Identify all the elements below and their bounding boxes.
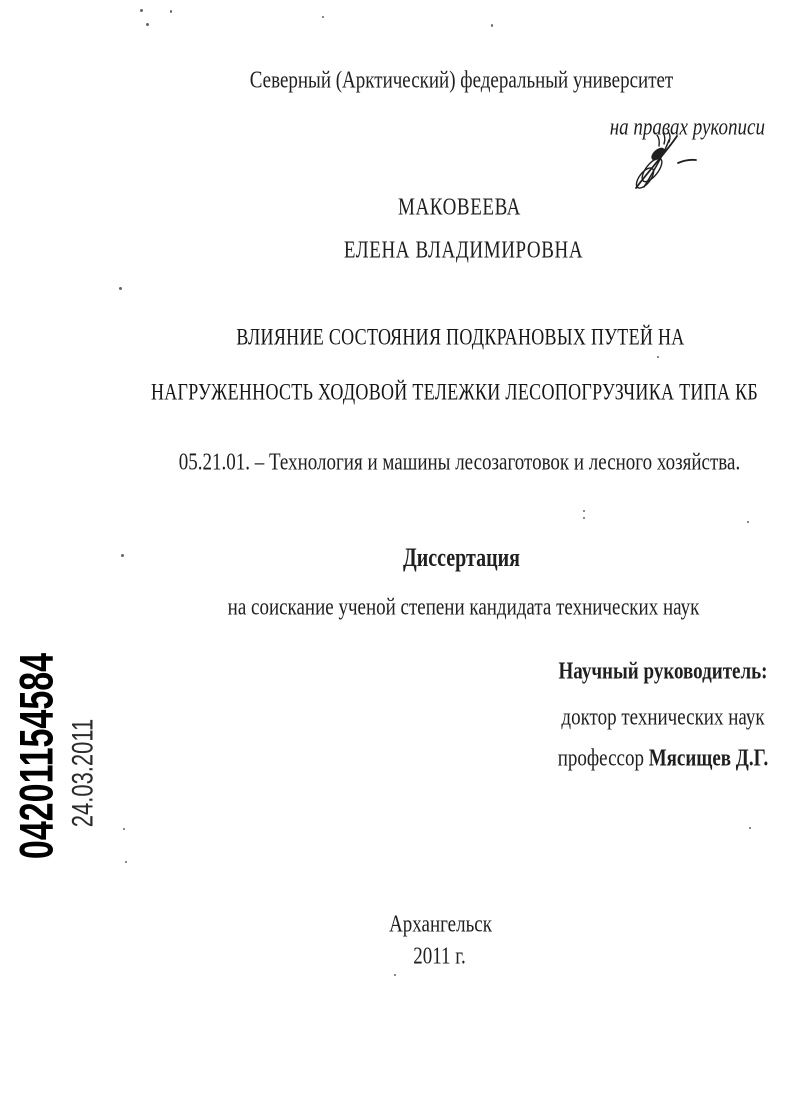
scan-speck: [119, 287, 122, 290]
dissertation-title-line2: НАГРУЖЕННОСТЬ ХОДОВОЙ ТЕЛЕЖКИ ЛЕСОПОГРУЗЧИКА ТИПА КБ: [150, 378, 759, 405]
scan-speck: [125, 861, 127, 863]
manuscript-rights-note: на правах рукописи: [609, 113, 765, 141]
scan-speck: [747, 521, 749, 523]
city: Архангельск: [389, 910, 492, 938]
scan-speck: [170, 10, 172, 13]
supervisor-heading: Научный руководитель:: [558, 657, 768, 685]
scan-speck: [491, 24, 493, 27]
scan-speck: [146, 23, 149, 26]
work-type-heading: Диссертация: [403, 543, 520, 573]
supervisor-degree: доктор технических наук: [561, 703, 765, 731]
specialty-code-line: 05.21.01. – Технология и машины лесозаготовок и лесного хозяйства.: [178, 448, 741, 476]
scan-speck: [749, 827, 751, 829]
supervisor-name: Мясищев Д.Г.: [648, 744, 769, 772]
scan-speck: [123, 828, 125, 830]
supervisor-title-prefix: профессор: [557, 744, 649, 772]
year: 2011 г.: [413, 942, 466, 970]
degree-purpose-line: на соискание ученой степени кандидата технических наук: [227, 593, 700, 621]
scan-speck: [583, 517, 585, 519]
supervisor-name-line: [527, 746, 799, 771]
scan-speck: [583, 510, 585, 512]
dissertation-title-line1: ВЛИЯНИЕ СОСТОЯНИЯ ПОДКРАНОВЫХ ПУТЕЙ НА: [236, 323, 685, 350]
scan-speck: [657, 356, 659, 358]
author-given-names: ЕЛЕНА ВЛАДИМИРОВНА: [343, 236, 584, 264]
accession-date-stamp: 24.03.2011: [65, 718, 100, 828]
scan-speck: [121, 554, 124, 557]
accession-number-stamp: 04201154584: [10, 652, 64, 860]
scan-speck: [140, 9, 143, 12]
scan-speck: [394, 974, 396, 976]
scan-speck: [322, 16, 324, 18]
author-last-name: МАКОВЕЕВА: [397, 193, 522, 221]
university-name: Северный (Арктический) федеральный университет: [249, 66, 674, 94]
